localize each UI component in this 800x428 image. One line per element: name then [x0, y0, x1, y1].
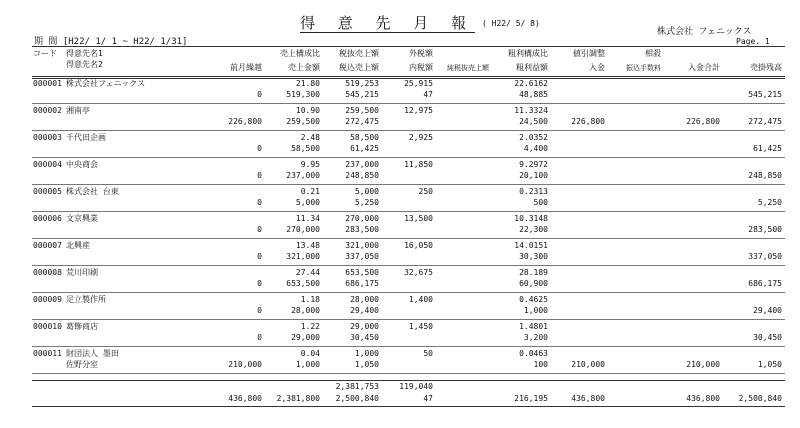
row-tax-outer: 1,450: [408, 322, 433, 331]
col-net-sales: 純税抜売上額: [447, 64, 489, 72]
row-separator: [32, 184, 785, 185]
row-deposit-total: 210,000: [686, 360, 720, 369]
col-gross-ratio: 粗利構成比: [508, 49, 548, 58]
row-separator: [32, 211, 785, 212]
row-tax-included: 272,475: [345, 117, 379, 126]
row-tax-outer: 50: [423, 349, 433, 358]
header-top-rule: [32, 46, 785, 47]
total-discount: 436,800: [571, 394, 605, 403]
row-prev-balance: 0: [257, 198, 262, 207]
row-ratio: 27.44: [295, 268, 320, 277]
row-gross-ratio: 28.189: [519, 268, 548, 277]
row-tax-excluded: 58,500: [350, 133, 379, 142]
row-prev-balance: 0: [257, 171, 262, 180]
row-prev-balance: 0: [257, 144, 262, 153]
row-code: 000001: [33, 79, 62, 88]
row-separator: [32, 346, 785, 347]
row-tax-inner: 47: [423, 90, 433, 99]
total-deposit: 436,800: [686, 394, 720, 403]
row-prev-balance: 210,000: [228, 360, 262, 369]
row-ratio: 11.34: [295, 214, 320, 223]
row-tax-excluded: 28,000: [350, 295, 379, 304]
row-separator: [32, 238, 785, 239]
col-prev-balance: 前月繰越: [230, 63, 262, 72]
row-tax-outer: 16,050: [404, 241, 433, 250]
col-transfer-fee: 振込手数料: [626, 64, 661, 72]
col-name1: 得意先名1: [66, 49, 103, 58]
row-name1: 文京興業: [66, 214, 98, 223]
row-ratio: 0.21: [300, 187, 320, 196]
row-gross-profit: 24,500: [519, 117, 548, 126]
row-gross-profit: 60,900: [519, 279, 548, 288]
row-tax-included: 337,050: [345, 252, 379, 261]
row-receivable: 1,050: [757, 360, 782, 369]
row-separator: [32, 319, 785, 320]
row-separator: [32, 373, 785, 374]
row-prev-balance: 226,800: [228, 117, 262, 126]
row-tax-excluded: 259,500: [345, 106, 379, 115]
col-ratio: 売上構成比: [280, 49, 320, 58]
col-deposit-total: 入金合計: [688, 63, 720, 72]
row-gross-profit: 4,400: [523, 144, 548, 153]
row-gross-profit: 3,200: [523, 333, 548, 342]
row-tax-outer: 25,915: [404, 79, 433, 88]
row-tax-excluded: 1,000: [354, 349, 379, 358]
row-sales: 58,500: [291, 144, 320, 153]
row-prev-balance: 0: [257, 279, 262, 288]
row-separator: [32, 292, 785, 293]
row-code: 000005: [33, 187, 62, 196]
row-gross-ratio: 0.2313: [519, 187, 548, 196]
row-tax-included: 686,175: [345, 279, 379, 288]
col-offset: 相殺: [645, 49, 661, 58]
row-name2: 佐野分室: [66, 360, 98, 369]
row-ratio: 9.95: [300, 160, 320, 169]
col-name2: 得意先名2: [66, 60, 103, 69]
row-gross-profit: 30,300: [519, 252, 548, 261]
row-tax-included: 283,500: [345, 225, 379, 234]
col-tax-inner: 内税額: [409, 63, 433, 72]
row-tax-outer: 1,400: [408, 295, 433, 304]
row-ratio: 13.48: [295, 241, 320, 250]
row-prev-balance: 0: [257, 306, 262, 315]
total-tax-outer: 119,040: [399, 382, 433, 391]
row-name1: 千代田企画: [66, 133, 106, 142]
row-sales: 29,000: [291, 333, 320, 342]
row-gross-profit: 48,885: [519, 90, 548, 99]
row-receivable: 30,450: [753, 333, 782, 342]
row-ratio: 1.18: [300, 295, 320, 304]
row-ratio: 1.22: [300, 322, 320, 331]
row-receivable: 686,175: [748, 279, 782, 288]
total-tax-excluded: 2,381,753: [335, 382, 379, 391]
row-code: 000003: [33, 133, 62, 142]
row-code: 000004: [33, 160, 62, 169]
row-name1: 荒川印刷: [66, 268, 98, 277]
row-tax-excluded: 29,000: [350, 322, 379, 331]
row-sales: 321,000: [286, 252, 320, 261]
row-gross-profit: 1,000: [523, 306, 548, 315]
row-sales: 653,500: [286, 279, 320, 288]
col-receivable: 売掛残高: [750, 63, 782, 72]
row-name1: 葛飾商店: [66, 322, 98, 331]
company-name: 株式会社 フェニックス: [657, 27, 752, 37]
row-separator: [32, 265, 785, 266]
row-gross-ratio: 0.0463: [519, 349, 548, 358]
row-name1: 足立製作所: [66, 295, 106, 304]
report-title: 得 意 先 月 報: [300, 14, 476, 32]
row-discount: 210,000: [571, 360, 605, 369]
report-period: 期 間 [H22/ 1/ 1 ~ H22/ 1/31]: [34, 37, 188, 47]
col-tax-outer: 外税額: [409, 49, 433, 58]
col-gross-profit: 粗利益額: [516, 63, 548, 72]
row-gross-profit: 22,300: [519, 225, 548, 234]
total-tax-inner: 47: [423, 394, 433, 403]
row-prev-balance: 0: [257, 225, 262, 234]
row-sales: 5,000: [295, 198, 320, 207]
row-gross-ratio: 9.2972: [519, 160, 548, 169]
col-sales: 売上金額: [288, 63, 320, 72]
row-sales: 237,000: [286, 171, 320, 180]
total-tax-included: 2,500,840: [335, 394, 379, 403]
row-tax-included: 1,050: [354, 360, 379, 369]
row-tax-outer: 13,500: [404, 214, 433, 223]
total-prev-balance: 436,800: [228, 394, 262, 403]
row-tax-outer: 11,850: [404, 160, 433, 169]
col-deposit: 入金: [589, 63, 605, 72]
row-gross-ratio: 0.4625: [519, 295, 548, 304]
row-sales: 28,000: [291, 306, 320, 315]
row-name1: 株式会社フェニックス: [66, 79, 146, 88]
row-code: 000010: [33, 322, 62, 331]
col-code: コード: [33, 49, 57, 58]
row-tax-outer: 2,925: [408, 133, 433, 142]
row-name1: 湘南亭: [66, 106, 90, 115]
row-gross-ratio: 10.3148: [514, 214, 548, 223]
row-receivable: 283,500: [748, 225, 782, 234]
total-receivable: 2,500,840: [738, 394, 782, 403]
row-prev-balance: 0: [257, 252, 262, 261]
row-tax-included: 545,215: [345, 90, 379, 99]
row-tax-excluded: 653,500: [345, 268, 379, 277]
row-tax-excluded: 519,253: [345, 79, 379, 88]
row-ratio: 10.90: [295, 106, 320, 115]
row-tax-excluded: 5,000: [354, 187, 379, 196]
row-gross-ratio: 14.0151: [514, 241, 548, 250]
row-sales: 519,300: [286, 90, 320, 99]
page-number: Page. 1: [736, 37, 770, 46]
row-name1: 株式会社 台東: [66, 187, 119, 196]
row-code: 000006: [33, 214, 62, 223]
row-code: 000007: [33, 241, 62, 250]
row-tax-included: 29,400: [350, 306, 379, 315]
row-tax-included: 30,450: [350, 333, 379, 342]
row-receivable: 272,475: [748, 117, 782, 126]
row-discount: 226,800: [571, 117, 605, 126]
row-tax-outer: 32,675: [404, 268, 433, 277]
row-gross-profit: 100: [533, 360, 548, 369]
row-deposit-total: 226,800: [686, 117, 720, 126]
row-prev-balance: 0: [257, 333, 262, 342]
row-receivable: 337,050: [748, 252, 782, 261]
row-gross-ratio: 2.0352: [519, 133, 548, 142]
row-tax-excluded: 270,000: [345, 214, 379, 223]
totals-top-rule: [32, 380, 785, 381]
col-discount: 値引調整: [573, 49, 605, 58]
row-code: 000002: [33, 106, 62, 115]
total-sales: 2,381,800: [276, 394, 320, 403]
row-tax-included: 248,850: [345, 171, 379, 180]
row-receivable: 248,850: [748, 171, 782, 180]
col-tax-included: 税込売上額: [339, 63, 379, 72]
row-code: 000011: [33, 349, 62, 358]
row-tax-included: 61,425: [350, 144, 379, 153]
row-tax-excluded: 237,000: [345, 160, 379, 169]
row-separator: [32, 130, 785, 131]
row-gross-profit: 500: [533, 198, 548, 207]
row-name1: 北興産: [66, 241, 90, 250]
row-gross-ratio: 22.6162: [514, 79, 548, 88]
row-gross-profit: 20,100: [519, 171, 548, 180]
row-tax-outer: 250: [418, 187, 433, 196]
row-receivable: 545,215: [748, 90, 782, 99]
totals-bottom-rule: [32, 406, 785, 407]
row-receivable: 29,400: [753, 306, 782, 315]
row-name1: 中央商会: [66, 160, 98, 169]
row-separator: [32, 103, 785, 104]
row-receivable: 5,250: [757, 198, 782, 207]
row-tax-excluded: 321,000: [345, 241, 379, 250]
row-name1: 財団法人 墨田: [66, 349, 119, 358]
row-code: 000009: [33, 295, 62, 304]
col-tax-excluded: 税抜売上額: [339, 49, 379, 58]
row-prev-balance: 0: [257, 90, 262, 99]
row-code: 000008: [33, 268, 62, 277]
row-ratio: 0.04: [300, 349, 320, 358]
row-tax-included: 5,250: [354, 198, 379, 207]
row-separator: [32, 157, 785, 158]
row-ratio: 21.80: [295, 79, 320, 88]
row-sales: 1,000: [295, 360, 320, 369]
row-gross-ratio: 1.4801: [519, 322, 548, 331]
row-receivable: 61,425: [753, 144, 782, 153]
report-date: ( H22/ 5/ 8): [482, 19, 540, 28]
row-sales: 259,500: [286, 117, 320, 126]
total-gross-profit: 216,195: [514, 394, 548, 403]
row-ratio: 2.48: [300, 133, 320, 142]
row-tax-outer: 12,975: [404, 106, 433, 115]
row-gross-ratio: 11.3324: [514, 106, 548, 115]
row-sales: 270,000: [286, 225, 320, 234]
